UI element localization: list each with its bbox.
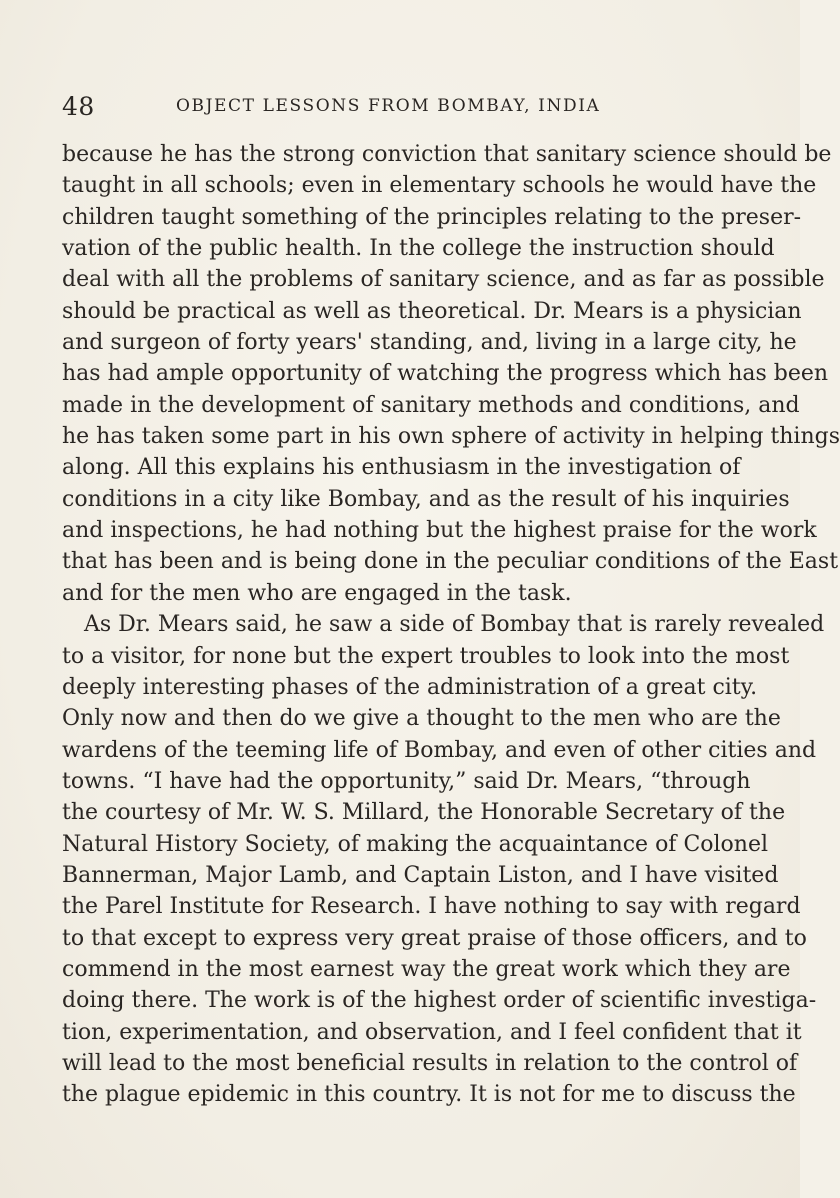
text-line: to that except to express very great praise of those officers, and to <box>62 925 807 951</box>
text-line: along. All this explains his enthusiasm in the investigation of <box>62 455 741 481</box>
page-header <box>62 92 742 122</box>
text-line: the courtesy of Mr. W. S. Millard, the Honorable Secretary of the <box>62 800 786 826</box>
text-line: children taught something of the principles relating to the preser- <box>62 204 802 230</box>
text-line: Only now and then do we give a thought to the men who are the <box>62 706 781 732</box>
text-line: made in the development of sanitary methods and conditions, and <box>62 392 800 418</box>
body-text <box>62 139 840 1111</box>
text-line: deeply interesting phases of the administration of a great city. <box>62 674 758 700</box>
text-line: because he has the strong conviction that sanitary science should be <box>62 142 832 167</box>
text-line: will lead to the most beneficial results in relation to the control of <box>62 1050 798 1076</box>
text-line: and surgeon of forty years' standing, and, living in a large city, he <box>62 330 797 356</box>
text-line: deal with all the problems of sanitary science, and as far as possible <box>62 267 825 293</box>
text-line: the plague epidemic in this country. It is not for me to discuss the <box>62 1082 796 1108</box>
text-line: should be practical as well as theoretical. Dr. Mears is a physician <box>62 298 802 324</box>
text-line: has had ample opportunity of watching the progress which has been <box>62 361 829 387</box>
text-line: tion, experimentation, and observation, and I feel confident that it <box>62 1019 802 1045</box>
text-line: he has taken some part in his own sphere of activity in helping things <box>62 424 840 450</box>
text-line: taught in all schools; even in elementary schools he would have the <box>62 173 817 199</box>
text-line: Bannerman, Major Lamb, and Captain Liston, and I have visited <box>62 862 779 888</box>
text-line: commend in the most earnest way the great work which they are <box>62 956 791 982</box>
page-number: 48 <box>62 92 95 121</box>
paragraph-last-line: and for the men who are engaged in the task. <box>62 580 572 606</box>
text-line: that has been and is being done in the peculiar conditions of the East <box>62 549 839 575</box>
text-line: wardens of the teeming life of Bombay, and even of other cities and <box>62 737 817 763</box>
text-line: and inspections, he had nothing but the highest praise for the work <box>62 518 817 544</box>
text-line: Natural History Society, of making the acquaintance of Colonel <box>62 831 769 857</box>
text-line: vation of the public health. In the college the instruction should <box>62 236 775 262</box>
text-line: to a visitor, for none but the expert troubles to look into the most <box>62 643 790 669</box>
paragraph-first-line: As Dr. Mears said, he saw a side of Bombay that is rarely revealed <box>84 612 825 638</box>
text-line: conditions in a city like Bombay, and as the result of his inquiries <box>62 486 790 512</box>
text-line: the Parel Institute for Research. I have nothing to say with regard <box>62 894 801 920</box>
text-line: towns. “I have had the opportunity,” said Dr. Mears, “through <box>62 768 751 794</box>
text-line: doing there. The work is of the highest order of scientific investiga- <box>62 988 817 1014</box>
running-head: OBJECT LESSONS FROM BOMBAY, INDIA <box>176 96 601 116</box>
